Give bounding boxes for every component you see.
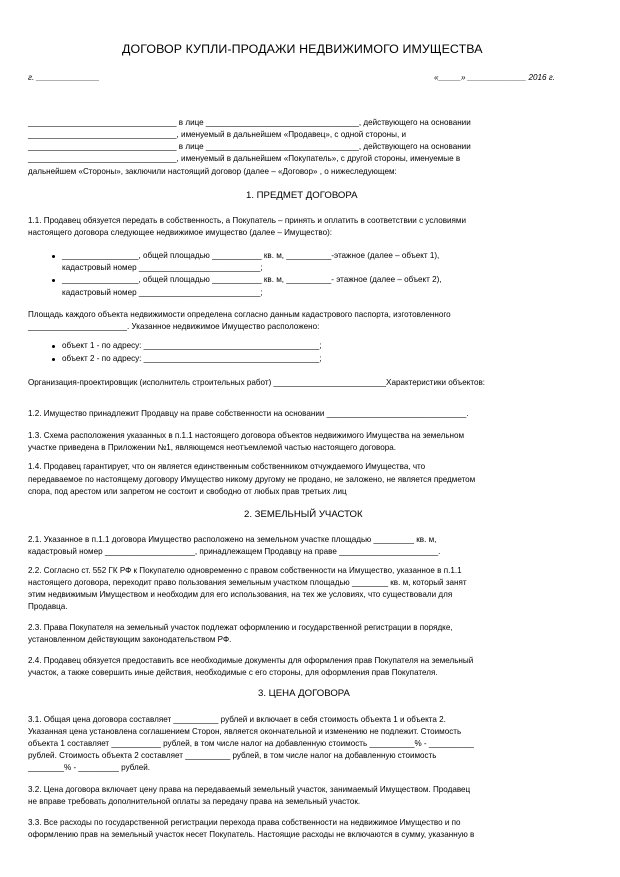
preamble-line: _________________________________ в лице __________________________________, действующего на основании bbox=[28, 142, 471, 151]
clause-line: оформлению прав на земельный участок несет Покупатель. Настоящие расходы не включаются в сумму, указанную в bbox=[28, 830, 475, 839]
clause-line: Продавца. bbox=[28, 602, 68, 611]
clause-line: не вправе требовать дополнительной оплаты за передачу права на земельный участок. bbox=[28, 797, 361, 806]
clause-line: передаваемое по настоящему договору Имущество никому другому не продано, не заложено, не является предметом bbox=[28, 475, 476, 484]
clause-line: 1.1. Продавец обязуется передать в собственность, а Покупатель – принять и оплатить в соответствии с условиями bbox=[28, 216, 466, 225]
clause-line: участок, а также совершить иные действия, необходимые с его стороны, для оформления прав Покупателя. bbox=[28, 668, 438, 677]
preamble-line: _________________________________, именуемый в дальнейшем «Продавец», с одной стороны, и bbox=[28, 130, 406, 139]
section-heading: 3. ЦЕНА ДОГОВОРА bbox=[258, 688, 350, 699]
clause-line: этим недвижимым Имуществом и необходим для его использования, на тех же условиях, что существовали для bbox=[28, 590, 453, 599]
bullet-icon bbox=[52, 279, 55, 282]
section-heading: 1. ПРЕДМЕТ ДОГОВОРА bbox=[246, 190, 358, 201]
clause-line: 1.3. Схема расположения указанных в п.1.1 настоящего договора объектов недвижимого Имущества на земельном bbox=[28, 431, 465, 440]
clause-line: 2.3. Права Покупателя на земельный участок подлежат оформлению и государственной регистрации в порядке, bbox=[28, 623, 453, 632]
address-line: объект 2 - по адресу: _______________________________________; bbox=[62, 354, 322, 363]
clause-line: ______________________. Указанное недвижимое Имущество расположено: bbox=[28, 322, 320, 331]
clause-line: 1.4. Продавец гарантирует, что он является единственным собственником отчуждаемого Имущества, что bbox=[28, 462, 426, 471]
clause-line: 1.2. Имущество принадлежит Продавцу на праве собственности на основании _______________________________. bbox=[28, 409, 469, 418]
bullet-icon bbox=[52, 345, 55, 348]
clause-line: участке приведена в Приложении №1, являющемся неотъемлемой частью настоящего договора. bbox=[28, 443, 397, 452]
preamble-line: _________________________________ в лице __________________________________, действующего на основании bbox=[28, 118, 471, 127]
preamble-line: _________________________________, именуемый в дальнейшем «Покупатель», с другой стороны, именуемые в bbox=[28, 154, 461, 163]
clause-line: 2.1. Указанное в п.1.1 договора Имущество расположено на земельном участке площадью _________ кв. м, bbox=[28, 535, 437, 544]
clause-line: установленном действующим законодательством РФ. bbox=[28, 635, 232, 644]
clause-line: 3.1. Общая цена договора составляет __________ рублей и включает в себя стоимость объекта 1 и объекта 2. bbox=[28, 715, 446, 724]
clause-line: Указанная цена установлена соглашением Сторон, является окончательной и изменению не подлежит. Стоимость bbox=[28, 727, 462, 736]
clause-line: 2.2. Согласно ст. 552 ГК РФ к Покупателю одновременно с правом собственности на Имущество, указанное в п.1.1 bbox=[28, 566, 462, 575]
clause-line: настоящего договора следующее недвижимое имущество (далее – Имущество): bbox=[28, 228, 333, 237]
object-line: кадастровый номер ___________________________; bbox=[62, 288, 263, 297]
document-title: ДОГОВОР КУПЛИ-ПРОДАЖИ НЕДВИЖИМОГО ИМУЩЕСТВА bbox=[122, 42, 483, 56]
clause-line: объекта 1 составляет ___________ рублей, в том числе налог на добавленную стоимость __________% - __________ bbox=[28, 739, 474, 748]
object-line: _________________, общей площадью ___________ кв. м, __________- этажное (далее – объект 2), bbox=[62, 275, 442, 284]
address-line: объект 1 - по адресу: _______________________________________; bbox=[62, 341, 322, 350]
clause-line: 3.3. Все расходы по государственной регистрации перехода права собственности на недвижимое Имущество и по bbox=[28, 818, 461, 827]
city-field[interactable]: г. ______________ bbox=[28, 73, 100, 82]
clause-line: Площадь каждого объекта недвижимости определена согласно данным кадастрового паспорта, изготовленного bbox=[28, 310, 451, 319]
clause-line: 3.2. Цена договора включает цену права на передаваемый земельный участок, занимаемый Имуществом. Продавец bbox=[28, 785, 471, 794]
bullet-icon bbox=[52, 255, 55, 258]
section-heading: 2. ЗЕМЕЛЬНЫЙ УЧАСТОК bbox=[244, 509, 363, 520]
preamble-line: дальнейшем «Стороны», заключили настоящий договор (далее – «Договор» , о нижеследующем: bbox=[28, 167, 397, 176]
clause-line: кадастровый номер ____________________, принадлежащем Продавцу на праве ______________________. bbox=[28, 547, 441, 556]
clause-line: рублей. Стоимость объекта 2 составляет __________ рублей, в том числе налог на добавленную стоимость bbox=[28, 751, 437, 760]
clause-line: Организация-проектировщик (исполнитель строительных работ) _________________________Характеристики объектов: bbox=[28, 378, 486, 387]
clause-line: ________% - _________ рублей. bbox=[28, 763, 150, 772]
clause-line: спора, под арестом или запретом не состоит и свободно от любых прав третьих лиц bbox=[28, 487, 347, 496]
clause-line: 2.4. Продавец обязуется предоставить все необходимые документы для оформления прав Покупателя на земельный bbox=[28, 656, 474, 665]
object-line: кадастровый номер ___________________________; bbox=[62, 263, 263, 272]
date-field[interactable]: «_____» _____________ 2016 г. bbox=[434, 73, 556, 82]
bullet-icon bbox=[52, 358, 55, 361]
clause-line: настоящего договора, переходит право пользования земельным участком площадью ________ кв. м, который занят bbox=[28, 578, 467, 587]
object-line: _________________, общей площадью ___________ кв. м, __________-этажное (далее – объект 1), bbox=[62, 251, 440, 260]
